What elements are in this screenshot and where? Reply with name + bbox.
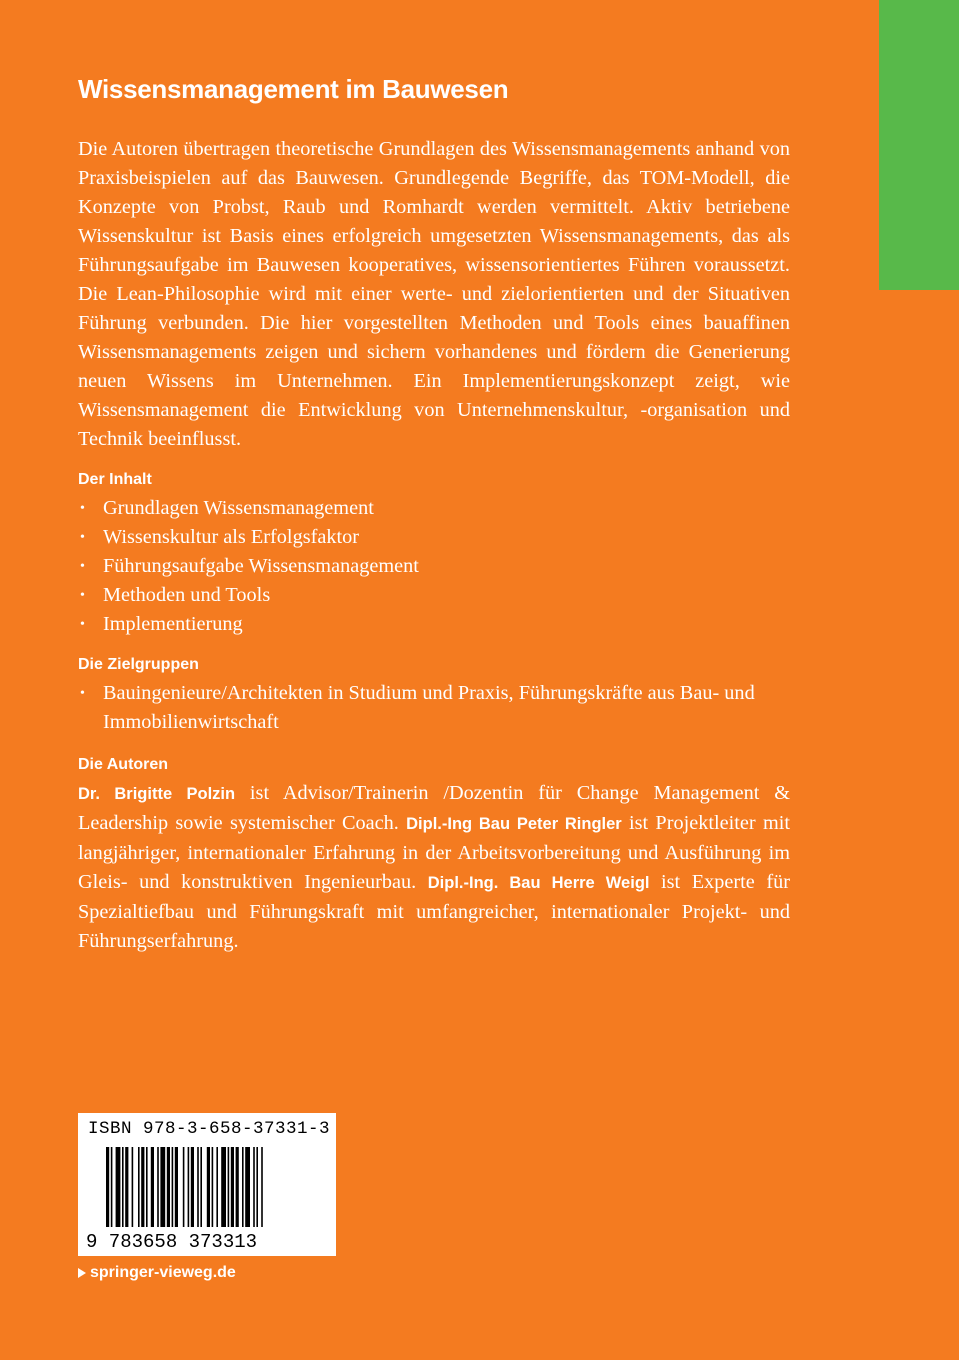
barcode-bar bbox=[236, 1147, 239, 1227]
barcode-bar bbox=[111, 1147, 113, 1227]
barcode-bar bbox=[256, 1147, 258, 1227]
list-item: • Wissenskultur als Erfolgsfaktor bbox=[80, 526, 360, 548]
accent-color-tab bbox=[879, 0, 959, 290]
website-label: springer-vieweg.de bbox=[90, 1264, 236, 1281]
barcode-bar bbox=[132, 1147, 134, 1227]
arrow-right-icon bbox=[78, 1268, 86, 1278]
description-text: Die Autoren übertragen theoretische Grundlagen des Wissensmanagements anhand von Praxisbeispielen auf das Bauwesen. Grundlegende Begriffe, das TOM-Modell, die Konzepte von Probst, Raub und Romhardt werden vermittelt. Aktiv betriebene Wissenskultur ist Basis eines erfolgreich umgesetzten Wissensmanagements, das als Führungsaufgabe im Bauwesen kooperatives, wissensorientiertes Führen voraussetzt. Die Lean-Philosophie wird mit einer werte- und zielorientierten und der Situativen Führung verbunden. Die hier vorgestellten Methoden und Tools eines bauaffinen Wissensmanagements zeigen und sichern vorhandenes und fördern die Generierung neuen Wissens im Unternehmen. Ein Implementierungskonzept zeigt, wie Wissensmanagement die Entwicklung von Unternehmenskultur, -organisation und Technik beeinflusst. bbox=[78, 138, 790, 450]
barcode-bar bbox=[167, 1147, 170, 1227]
barcode-bar bbox=[245, 1147, 250, 1227]
barcode-bar bbox=[200, 1147, 202, 1227]
isbn-barcode bbox=[78, 1113, 336, 1256]
list-item: • Grundlagen Wissensmanagement bbox=[80, 497, 374, 519]
barcode-bar bbox=[228, 1147, 230, 1227]
author-name: Dipl.-Ing Bau Peter Ringler bbox=[406, 815, 622, 833]
barcode-bar bbox=[183, 1147, 185, 1227]
barcode-bar bbox=[242, 1147, 244, 1227]
barcode-bar bbox=[151, 1147, 154, 1227]
barcode-bar bbox=[106, 1147, 109, 1227]
list-item: • Methoden und Tools bbox=[80, 584, 271, 606]
audience-heading: Die Zielgruppen bbox=[78, 656, 199, 673]
description-section bbox=[78, 135, 790, 454]
contents-section bbox=[78, 465, 790, 639]
barcode-bar bbox=[231, 1147, 234, 1227]
authors-section bbox=[78, 750, 790, 956]
contents-heading: Der Inhalt bbox=[78, 471, 152, 488]
barcode-bar bbox=[122, 1147, 124, 1227]
list-item: • Implementierung bbox=[80, 613, 243, 635]
authors-heading: Die Autoren bbox=[78, 756, 169, 773]
audience-section bbox=[78, 650, 790, 737]
barcode-bar bbox=[197, 1147, 199, 1227]
barcode-bar bbox=[141, 1147, 144, 1227]
barcode-bar bbox=[191, 1147, 194, 1227]
barcode-bar bbox=[253, 1147, 255, 1227]
barcode-bar bbox=[216, 1147, 218, 1227]
barcode-bar bbox=[188, 1147, 190, 1227]
author-name: Dr. Brigitte Polzin bbox=[78, 785, 236, 803]
list-item: • Führungsaufgabe Wissensmanagement bbox=[80, 555, 419, 577]
barcode-bar bbox=[212, 1147, 214, 1227]
barcode-bar bbox=[175, 1147, 178, 1227]
authors-text: Dr. Brigitte Polzin ist Advisor/Trainerin /Dozentin für Change Management & Leadership sowie systemischer Coach. Dipl.-Ing Bau Peter Ringler ist Projektleiter mit langjähriger, internationaler Erfahrung in der Arbeitsvorbereitung und Ausführung im Gleis- und konstruktiven Ingenieurbau. Dipl.-Ing. Bau Herre Weigl ist Experte für Spezialtiefbau und Führungskraft mit umfangreicher, internationaler Projekt- und Führungserfahrung. bbox=[78, 782, 791, 952]
barcode-bar bbox=[125, 1147, 128, 1227]
barcode-bar bbox=[207, 1147, 210, 1227]
barcode-bar bbox=[157, 1147, 159, 1227]
book-title: Wissensmanagement im Bauwesen bbox=[78, 74, 509, 104]
audience-list bbox=[78, 679, 790, 737]
barcode-bar bbox=[221, 1147, 226, 1227]
barcode-bar bbox=[160, 1147, 165, 1227]
isbn-number: ISBN 978-3-658-37331-3 bbox=[88, 1119, 331, 1139]
barcode-bar bbox=[138, 1147, 140, 1227]
barcode-icon bbox=[78, 1147, 336, 1237]
barcode-bar bbox=[116, 1147, 121, 1227]
list-item: • Bauingenieure/Architekten in Studium und Praxis, Führungskräfte aus Bau- und Immobilienwirtschaft bbox=[80, 682, 755, 733]
author-name: Dipl.-Ing. Bau Herre Weigl bbox=[427, 874, 650, 892]
barcode-bar bbox=[261, 1147, 263, 1227]
ean-digits: 9 783658 373313 bbox=[86, 1231, 258, 1253]
website-link[interactable] bbox=[78, 1264, 236, 1282]
barcode-bar bbox=[146, 1147, 148, 1227]
barcode-bar bbox=[172, 1147, 174, 1227]
contents-list bbox=[78, 494, 790, 639]
